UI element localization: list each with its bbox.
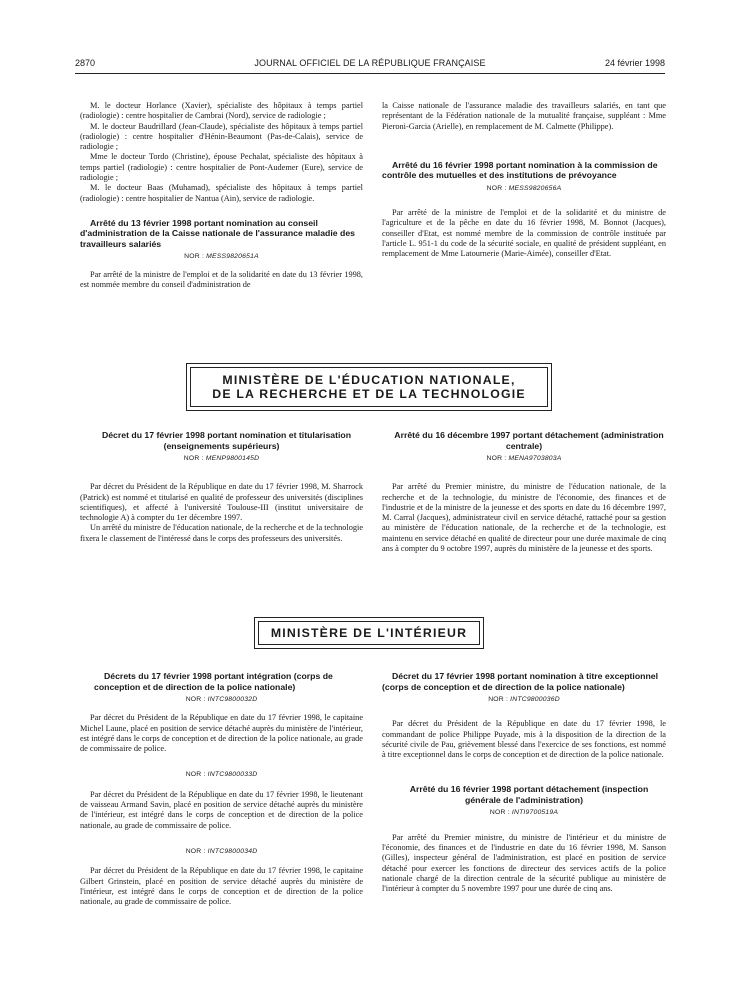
nor-code: MENA9703803A [508,455,562,462]
nor-reference: NOR : INTC9800033D [185,771,258,779]
appointment-paragraph: M. le docteur Baas (Muhamad), spécialiste des hôpitaux à temps partiel (radiologie) : centre hospitalier de Nantua (Ain), service de radiologie. [80,183,363,203]
decret-paragraph: Par décret du Président de la République en date du 17 février 1998, le commandant de police Philippe Puyade, mis à la disposition de la direction de la sécurité civile de Pau, grièvement blessé dans l'exercice de ses fonctions, est nommé à titre exceptionnel dans le corps de conception et de direction de la police nationale. [382,719,666,760]
decret-paragraph: Un arrêté du ministre de l'éducation nationale, de la recherche et de la technologie fixera le classement de l'intéressé dans le corps des professeurs des universités. [80,523,363,543]
arrete-text: Par arrêté du Premier ministre, du ministre de l'intérieur et du ministre de l'économie, des finances et de l'industrie en date du 16 février 1998, M. Sanson (Gilles), inspecteur général de l'administration, est placé en position de service détaché pour exercer les fonctions de directeur des services actifs de la police nationale chargé de la direction centrale de la sécurité publique au ministère de l'intérieur à compter du 5 novembre 1997 pour une durée de cinq ans. [382,832,666,894]
nor-reference: NOR : MENP9800145D [183,455,260,462]
ministry-heading-line: MINISTÈRE DE L'INTÉRIEUR [270,626,468,640]
nor-reference: NOR : INTC9800032D [185,696,258,703]
top-right-column [382,101,666,260]
interior-right-column [382,671,666,895]
page-number: 2870 [75,58,96,68]
nor-reference: NOR : INTC9800036D [488,696,560,703]
appointment-paragraph: Mme le docteur Tordo (Christine), épouse Pechalat, spécialiste des hôpitaux à temps partiel (radiologie) : centre hospitalier de Pont-Audemer (Eure), service de radiologie ; [80,152,363,183]
appointment-paragraph: M. le docteur Horlance (Xavier), spécialiste des hôpitaux à temps partiel (radiologie) : centre hospitalier de Cambrai (Nord), service de radiologie ; [80,101,363,121]
education-left-column [80,430,363,544]
arrete-text: Par arrêté de la ministre de l'emploi et de la solidarité en date du 13 février 1998, est nommée membre du conseil d'administration de [80,269,363,290]
arrete-title: Arrêté du 16 février 1998 portant détachement (inspection générale de l'administration) [409,784,649,805]
decret-paragraph: Par décret du Président de la République en date du 17 février 1998, le capitaine Gilbert Grinstein, placé en position de service détaché auprès du ministère de l'intérieur, est intégré dans le corps de conception et de direction de la police nationale, au grade de commissaire de police. [80,866,363,907]
decrets-title: Décrets du 17 février 1998 portant intégration (corps de conception et de direction de la police nationale) [94,671,333,692]
arrete-text: Par arrêté de la ministre de l'emploi et de la solidarité et du ministre de l'agriculture et de la pêche en date du 16 février 1998, M. Bonnot (Jacques), conseiller d'Etat, est nommé membre de la commission de contrôle instituée par l'article L. 951-1 du code de la sécurité sociale, en qualité de président suppléant, en remplacement de Mme Latournerie (Marie-Aimée), conseiller d'Etat. [382,208,666,259]
nor-reference: NOR : MESS9820651A [184,253,259,261]
decret-title: Décret du 17 février 1998 portant nomination et titularisation (enseignements supérieurs) [101,430,352,451]
issue-date: 24 février 1998 [604,58,665,68]
nor-reference: NOR : MENA9703803A [486,455,562,462]
nor-code: INTC9800033D [207,771,258,779]
nor-reference: NOR : MESS9820656A [486,184,562,192]
nor-code: INTI9700519A [511,809,559,817]
decret-title: Décret du 17 février 1998 portant nomination à titre exceptionnel (corps de conception et de direction de la police nationale) [382,671,659,692]
arrete-title: Arrêté du 13 février 1998 portant nomination au conseil d'administration de la Caisse nationale de l'assurance maladie des travailleurs salariés [80,217,355,249]
nor-code: MESS9820651A [206,253,259,261]
arrete-text: Par arrêté du Premier ministre, du ministre de l'éducation nationale, de la recherche et de la technologie, du ministre de l'économie, des finances et de l'industrie et de la ministre de la jeunesse et des sports en date du 16 décembre 1997, M. Carral (Jacques), administrateur civil en service détaché, rattaché pour sa gestion au ministère de l'éducation nationale, de la recherche et de la technologie, est maintenu en service détaché en qualité de directeur pour une durée maximale de cinq ans à compter du 9 octobre 1997, auprès du ministère de la jeunesse et des sports. [382,482,666,554]
nor-code: MESS9820656A [508,184,562,192]
journal-title: JOURNAL OFFICIEL DE LA RÉPUBLIQUE FRANÇAISE [254,58,486,68]
interior-left-column [80,671,363,907]
ministry-heading-line: MINISTÈRE DE L'ÉDUCATION NATIONALE, [222,373,516,387]
continuation-text: la Caisse nationale de l'assurance maladie des travailleurs salariés, en tant que représentant de la Fédération nationale de la mutualité française, suppléant : Mme Pieroni-Garcia (Arielle), en remplacement de M. Calmette (Philippe). [382,101,666,131]
nor-code: MENP9800145D [205,455,260,462]
page-header [75,58,665,72]
nor-reference: NOR : INTC9800034D [185,847,258,855]
header-rule [75,73,665,74]
ministry-education-box [186,363,552,411]
top-left-column [80,101,363,290]
nor-code: INTC9800032D [207,696,258,703]
arrete-title: Arrêté du 16 décembre 1997 portant détachement (administration centrale) [394,430,664,451]
nor-code: INTC9800036D [510,696,560,703]
education-right-column [382,430,666,554]
decret-paragraph: Par décret du Président de la République en date du 17 février 1998, le capitaine Michel Laune, placé en position de service détaché auprès du ministère de l'intérieur, est intégré dans le corps de conception et de direction de la police nationale, au grade de commissaire de police. [80,713,363,754]
nor-code: INTC9800034D [207,847,258,855]
decret-paragraph: Par décret du Président de la République en date du 17 février 1998, M. Sharrock (Patrick) est nommé et titularisé en qualité de professeur des universités (disciplines scientifiques), et affecté à l'université Toulouse-III (institut universitaire de technologie A) à compter du 1er décembre 1997. [80,482,363,523]
nor-reference: NOR : INTI9700519A [489,809,559,817]
appointment-paragraph: M. le docteur Baudrillard (Jean-Claude), spécialiste des hôpitaux à temps partiel (radiologie) : centre hospitalier d'Hénin-Beaumont (Pas-de-Calais), service de radiologie ; [80,121,363,152]
decret-paragraph: Par décret du Président de la République en date du 17 février 1998, le lieutenant de vaisseau Armand Savin, placé en position de service détaché auprès du ministère de l'intérieur, est intégré dans le corps de conception et de direction de la police nationale, au grade de commissaire de police. [80,789,363,830]
ministry-interior-box [254,617,484,649]
ministry-heading-line: DE LA RECHERCHE ET DE LA TECHNOLOGIE [212,387,526,401]
arrete-title: Arrêté du 16 février 1998 portant nomination à la commission de contrôle des mutuelles et des institutions de prévoyance [382,159,658,181]
